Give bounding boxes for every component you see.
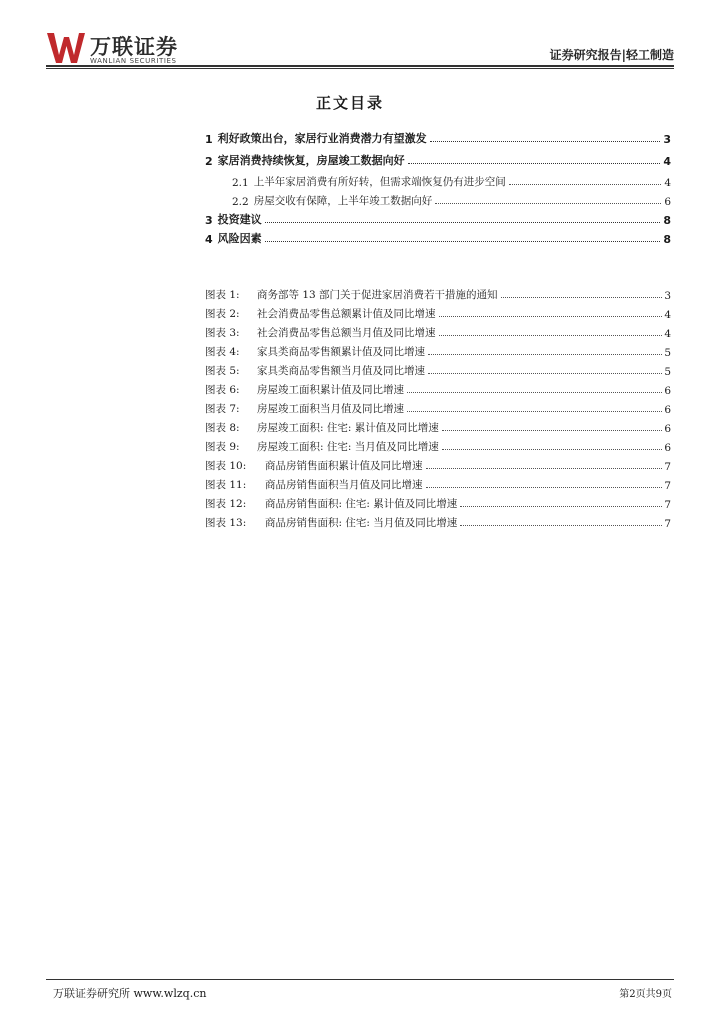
toc-entry[interactable]: [205, 209, 671, 227]
figure-title: 家具类商品零售额累计值及同比增速: [257, 346, 425, 358]
figure-page: 5: [664, 347, 671, 359]
figure-entry[interactable]: [205, 284, 671, 302]
toc-entry-page: 8: [663, 214, 671, 227]
brand-name-cn: 万联证券: [90, 35, 178, 59]
toc-entry-title: 投资建议: [217, 213, 262, 226]
figure-label: 图表 7:: [205, 403, 240, 415]
figure-entry[interactable]: [205, 493, 671, 511]
figure-leader: [407, 411, 662, 412]
figure-title: 社会消费品零售总额累计值及同比增速: [257, 308, 436, 320]
toc-entry[interactable]: [205, 128, 671, 146]
figure-page: 4: [664, 328, 671, 340]
toc-leader: [265, 222, 661, 223]
figure-entry[interactable]: [205, 436, 671, 454]
figure-entry[interactable]: [205, 474, 671, 492]
toc-entry-title: 家居消费持续恢复，房屋竣工数据向好: [217, 154, 405, 167]
toc-leader: [430, 141, 661, 142]
toc-entry-number: 2.2: [232, 196, 249, 208]
toc-entry-title: 风险因素: [217, 232, 262, 245]
figure-label: 图表 8:: [205, 422, 240, 434]
toc-entry-page: 4: [663, 155, 671, 168]
figure-page: 3: [664, 290, 671, 302]
figure-page: 7: [664, 499, 671, 511]
figure-title: 商务部等 13 部门关于促进家居消费若干措施的通知: [257, 289, 498, 301]
toc-title: [0, 92, 712, 113]
figure-label: 图表 3:: [205, 327, 240, 339]
toc-leader: [435, 203, 661, 204]
figure-entry[interactable]: [205, 303, 671, 321]
figure-leader: [439, 335, 663, 336]
figure-entry[interactable]: [205, 360, 671, 378]
footer-source: 万联证券研究所 www.wlzq.cn: [53, 987, 207, 1000]
wanlian-logo-icon: [46, 31, 86, 65]
toc-title-text: 正文目录: [315, 94, 384, 112]
figure-page: 6: [664, 404, 671, 416]
figure-page: 7: [664, 518, 671, 530]
figure-label: 图表 5:: [205, 365, 240, 377]
figure-page: 7: [664, 480, 671, 492]
figure-title: 社会消费品零售总额当月值及同比增速: [257, 327, 436, 339]
figure-title: 商品房销售面积: 住宅: 累计值及同比增速: [265, 498, 458, 510]
figure-entry[interactable]: [205, 341, 671, 359]
figure-label: 图表 1:: [205, 289, 240, 301]
figure-page: 6: [664, 423, 671, 435]
figure-leader: [428, 354, 662, 355]
figure-title: 房屋竣工面积累计值及同比增速: [257, 384, 404, 396]
figure-title: 房屋竣工面积: 住宅: 当月值及同比增速: [257, 441, 439, 453]
figure-leader: [460, 506, 662, 507]
figure-leader: [407, 392, 662, 393]
toc-entry-page: 6: [664, 196, 671, 208]
figure-leader: [501, 297, 663, 298]
figure-title: 商品房销售面积: 住宅: 当月值及同比增速: [265, 517, 458, 529]
header-divider-thin: [46, 68, 674, 69]
figure-entry[interactable]: [205, 379, 671, 397]
figure-leader: [439, 316, 663, 317]
figure-page: 5: [664, 366, 671, 378]
brand-name-en: WANLIAN SECURITIES: [90, 57, 177, 65]
page-number: 第2页共9页: [619, 989, 672, 1000]
toc-subentry[interactable]: [232, 171, 671, 189]
report-type: 证券研究报告|轻工制造: [549, 48, 674, 62]
toc-entry[interactable]: [205, 228, 671, 246]
toc-entry-title: 上半年家居消费有所好转，但需求端恢复仍有进步空间: [253, 176, 506, 188]
figure-leader: [426, 487, 663, 488]
figure-page: 6: [664, 442, 671, 454]
figure-label: 图表 11:: [205, 479, 247, 491]
toc-entry-page: 3: [663, 133, 671, 146]
figure-entry[interactable]: [205, 455, 671, 473]
figure-title: 商品房销售面积累计值及同比增速: [265, 460, 423, 472]
toc-leader: [408, 163, 661, 164]
toc-entry-number: 2: [205, 155, 213, 168]
toc-entry-number: 4: [205, 233, 213, 246]
figure-leader: [442, 449, 663, 450]
figure-label: 图表 13:: [205, 517, 247, 529]
toc-subentry[interactable]: [232, 190, 671, 208]
figure-label: 图表 9:: [205, 441, 240, 453]
toc-entry-number: 2.1: [232, 177, 249, 189]
header-divider: [46, 65, 674, 67]
figure-entry[interactable]: [205, 398, 671, 416]
figure-label: 图表 2:: [205, 308, 240, 320]
toc-entry-number: 3: [205, 214, 213, 227]
footer-divider: [46, 979, 674, 980]
toc-entry-number: 1: [205, 133, 213, 146]
toc-leader: [265, 241, 661, 242]
figure-leader: [428, 373, 662, 374]
figure-leader: [460, 525, 662, 526]
toc-entry-title: 房屋交收有保障，上半年竣工数据向好: [253, 195, 433, 207]
figure-entry[interactable]: [205, 512, 671, 530]
toc-leader: [509, 184, 662, 185]
figure-label: 图表 4:: [205, 346, 240, 358]
figure-page: 7: [664, 461, 671, 473]
toc-entry-page: 8: [663, 233, 671, 246]
toc-entry[interactable]: [205, 150, 671, 168]
figure-title: 商品房销售面积当月值及同比增速: [265, 479, 423, 491]
toc-entry-page: 4: [664, 177, 671, 189]
toc-entry-title: 利好政策出台，家居行业消费潜力有望激发: [217, 132, 427, 145]
figure-entry[interactable]: [205, 417, 671, 435]
figure-label: 图表 6:: [205, 384, 240, 396]
figure-label: 图表 12:: [205, 498, 247, 510]
figure-label: 图表 10:: [205, 460, 247, 472]
figure-title: 房屋竣工面积: 住宅: 累计值及同比增速: [257, 422, 439, 434]
figure-leader: [442, 430, 663, 431]
figure-title: 房屋竣工面积当月值及同比增速: [257, 403, 404, 415]
figure-page: 6: [664, 385, 671, 397]
figure-entry[interactable]: [205, 322, 671, 340]
figure-title: 家具类商品零售额当月值及同比增速: [257, 365, 425, 377]
figure-leader: [426, 468, 663, 469]
figure-page: 4: [664, 309, 671, 321]
